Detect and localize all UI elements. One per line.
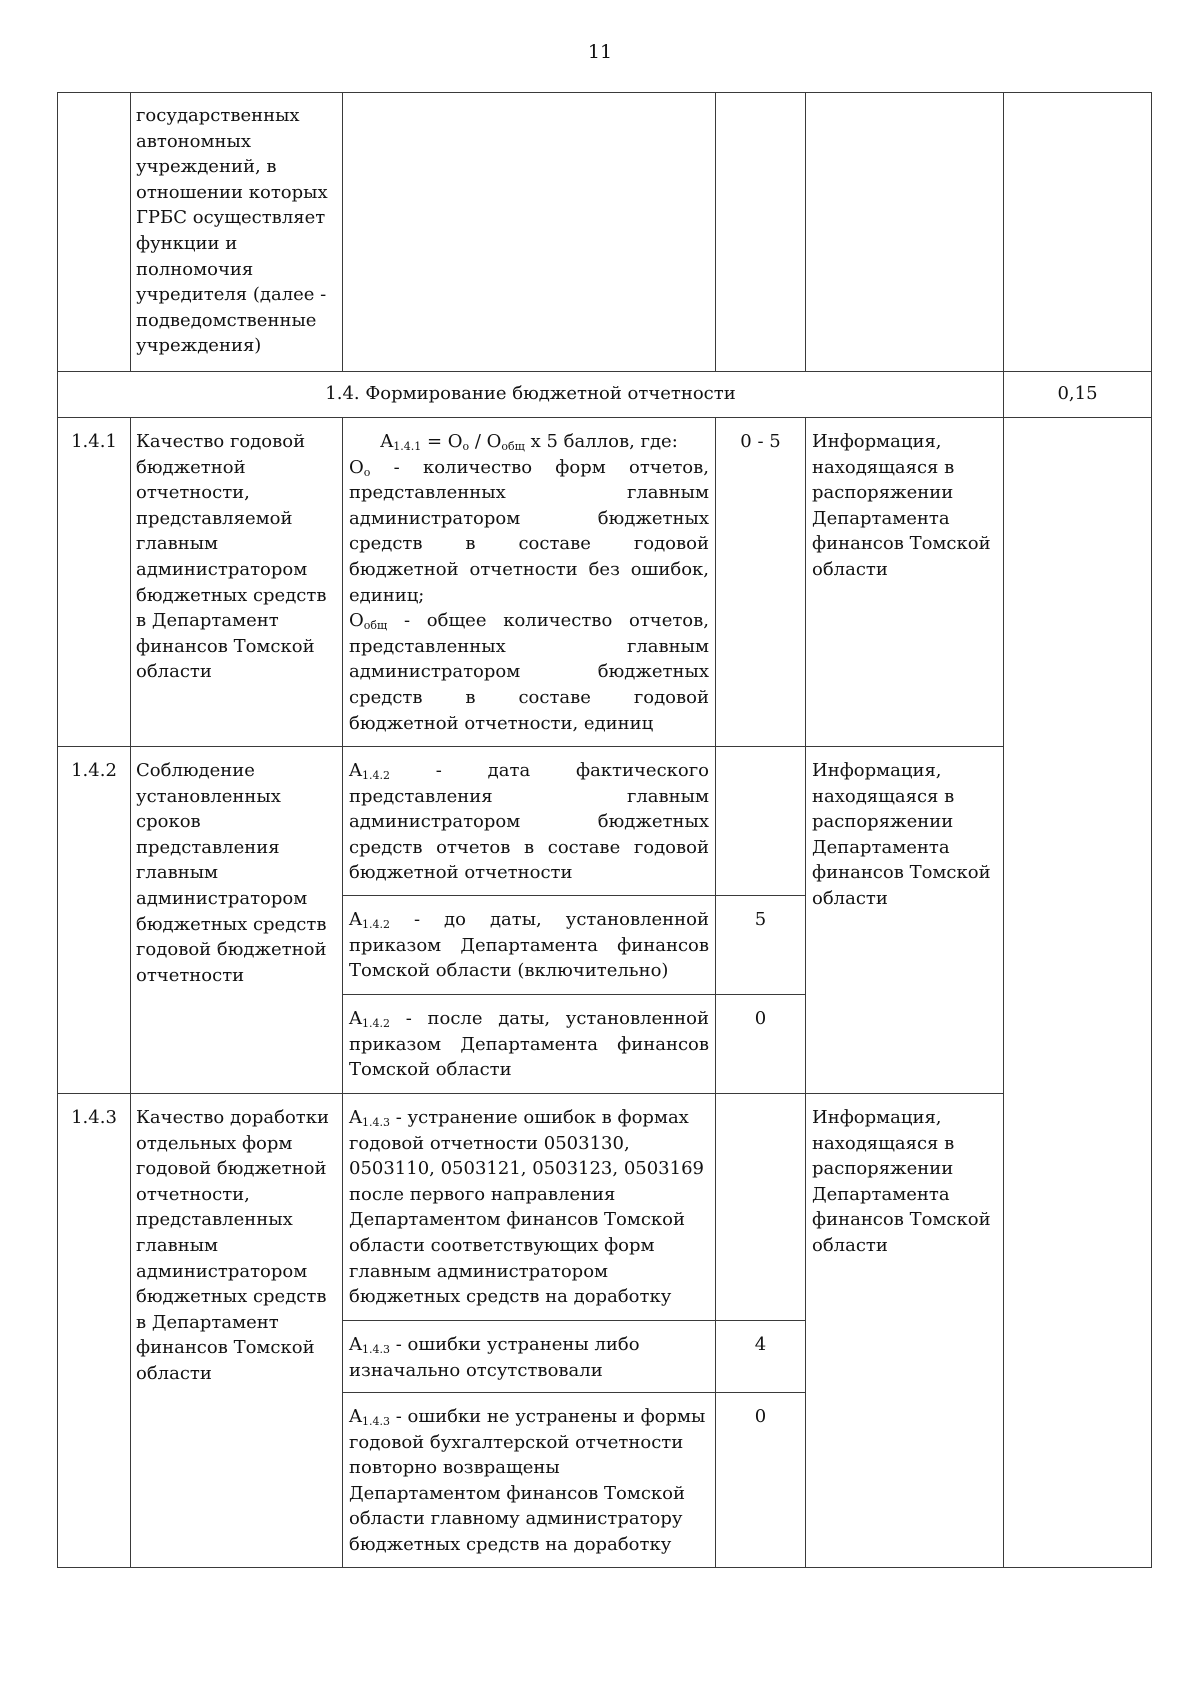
section-title: 1.4. Формирование бюджетной отчетности (325, 383, 736, 404)
criterion-line: бюджетной отчетности (349, 862, 573, 884)
row-number: 1.4.3 (71, 1107, 117, 1128)
grid-line (57, 746, 1004, 747)
text-line: годовой бюджетной (136, 939, 327, 961)
text-line: отчетности (136, 964, 245, 986)
text-line: полномочия (136, 258, 254, 280)
text-line: области (812, 558, 888, 580)
text-line: бюджетных средств (136, 584, 327, 606)
sub-row-criterion (349, 1404, 709, 1558)
sub-row-score: 5 (754, 909, 767, 930)
criterion-line: Департаментом финансов Томской (349, 1482, 685, 1504)
row-name (136, 758, 336, 988)
grid-line (342, 417, 343, 1568)
criterion-line: Томской области (349, 1059, 512, 1081)
criterion-line: области соответствующих форм (349, 1234, 655, 1256)
text-line: главным (136, 533, 219, 555)
grid-line (1151, 92, 1152, 1568)
grid-line (805, 92, 806, 372)
text-line: бюджетных средств (136, 1286, 327, 1308)
criterion-line: $A_{1.4.3}$ - ошибки не устранены и формы (349, 1406, 706, 1428)
sub-row-criterion (349, 1105, 709, 1310)
formula-line: средств в составе годовой (349, 686, 709, 708)
sub-row-score: 4 (754, 1334, 767, 1355)
text-line: представляемой (136, 507, 293, 529)
sub-row-criterion (349, 1006, 709, 1083)
text-line: отчетности, (136, 482, 250, 504)
text-line: отношении которых (136, 181, 328, 203)
text-line: администратором (136, 887, 308, 909)
text-line: Департамента (812, 836, 950, 858)
text-line: области (136, 1362, 212, 1384)
row-score: 0 - 5 (740, 431, 781, 452)
criterion-line: годовой отчетности 0503130, (349, 1132, 630, 1154)
text-line: Департамента (812, 507, 950, 529)
text-line: области (812, 887, 888, 909)
grid-line (342, 1320, 806, 1321)
criterion-line: $A_{1.4.2}$ - до даты, установленной (349, 909, 709, 931)
criterion-line: 0503110, 0503121, 0503123, 0503169 (349, 1158, 704, 1180)
criterion-line: администратором бюджетных (349, 811, 709, 833)
formula-line: $A_{1.4.1} = O_о / O_{общ}$ x 5 баллов, где: (380, 431, 678, 453)
text-line: бюджетных средств (136, 913, 327, 935)
sub-row-criterion (349, 907, 709, 984)
criterion-line: $A_{1.4.3}$ - устранение ошибок в формах (349, 1107, 689, 1129)
sub-row-criterion (349, 758, 709, 886)
text-line: функции и (136, 232, 238, 254)
criterion-line: повторно возвращены (349, 1457, 560, 1479)
text-line: главным (136, 862, 219, 884)
formula-line: $O_{общ}$ - общее количество отчетов, (349, 610, 709, 633)
text-line: области (136, 661, 212, 683)
text-line: распоряжении (812, 1158, 954, 1180)
text-line: учредителя (далее - (136, 284, 327, 306)
text-line: финансов Томской (812, 533, 991, 555)
grid-line (57, 1093, 1004, 1094)
criterion-line: приказом Департамента финансов (349, 934, 709, 956)
formula-line: представленных главным (349, 635, 709, 657)
text-line: отдельных форм (136, 1132, 293, 1154)
text-line: установленных (136, 785, 281, 807)
criterion-line: после первого направления (349, 1183, 616, 1205)
text-line: подведомственные (136, 309, 317, 331)
criterion-line: изначально отсутствовали (349, 1359, 603, 1381)
criterion-line: $A_{1.4.2}$ - после даты, установленной (349, 1008, 709, 1030)
text-line: в Департамент (136, 1311, 279, 1333)
grid-line (715, 92, 716, 372)
text-line: финансов Томской (136, 1337, 315, 1359)
text-line: Информация, (812, 431, 942, 452)
grid-line (57, 1567, 1152, 1568)
text-line: Департамента (812, 1183, 950, 1205)
text-line: распоряжении (812, 811, 954, 833)
text-line: главным (136, 1234, 219, 1256)
text-line: Информация, (812, 760, 942, 781)
grid-line (57, 371, 1152, 372)
criterion-line: $A_{1.4.3}$ - ошибки устранены либо (349, 1334, 640, 1356)
text-line: в Департамент (136, 610, 279, 632)
text-line: государственных (136, 105, 300, 126)
row-formula (349, 429, 709, 736)
sub-row-criterion (349, 1332, 709, 1383)
grid-line (342, 994, 806, 995)
criterion-line: представления главным (349, 785, 709, 807)
criterion-line: главным администратором (349, 1260, 609, 1282)
text-line: распоряжении (812, 482, 954, 504)
text-line: учреждения) (136, 335, 262, 357)
criterion-line: средств отчетов в составе годовой (349, 836, 709, 858)
text-line: ГРБС осуществляет (136, 207, 326, 229)
text-line: находящаяся в (812, 456, 955, 478)
text-line: Качество годовой (136, 431, 306, 452)
text-line: отчетности, (136, 1183, 250, 1205)
section-weight: 0,15 (1057, 383, 1098, 404)
criterion-line: Департаментом финансов Томской (349, 1209, 685, 1231)
text-line: бюджетной (136, 456, 246, 478)
grid-line (57, 417, 1152, 418)
text-line: находящаяся в (812, 1132, 955, 1154)
grid-line (805, 417, 806, 1568)
page-number: 11 (587, 41, 613, 63)
grid-line (342, 92, 343, 372)
text-line: области (812, 1234, 888, 1256)
criterion-line: приказом Департамента финансов (349, 1033, 709, 1055)
text-line: представления (136, 836, 280, 858)
text-line: годовой бюджетной (136, 1158, 327, 1180)
text-line: администратором (136, 1260, 308, 1282)
formula-line: бюджетной отчетности, единиц (349, 712, 654, 734)
top-row-name (136, 103, 336, 359)
text-line: Информация, (812, 1107, 942, 1128)
text-line: финансов Томской (812, 1209, 991, 1231)
grid-line (57, 92, 58, 1568)
row-source (812, 758, 1000, 912)
text-line: автономных (136, 130, 251, 152)
row-name (136, 429, 336, 685)
sub-row-score: 0 (754, 1008, 767, 1029)
formula-line: администратором бюджетных (349, 507, 709, 529)
formula-line: представленных главным (349, 482, 709, 504)
criterion-line: области главному администратору (349, 1508, 683, 1530)
criterion-line: бюджетных средств на доработку (349, 1533, 672, 1555)
text-line: представленных (136, 1209, 293, 1231)
text-line: финансов Томской (812, 862, 991, 884)
text-line: сроков (136, 811, 201, 833)
text-line: учреждений, в (136, 156, 277, 178)
grid-line (715, 417, 716, 1568)
row-number: 1.4.2 (71, 760, 117, 781)
text-line: Качество доработки (136, 1107, 329, 1128)
formula-line: администратором бюджетных (349, 661, 709, 683)
text-line: администратором (136, 558, 308, 580)
criterion-line: бюджетных средств на доработку (349, 1286, 672, 1308)
grid-line (57, 92, 1152, 93)
grid-line (130, 417, 131, 1568)
criterion-line: Томской области (включительно) (349, 960, 669, 982)
formula-line: $O_о$ - количество форм отчетов, (349, 456, 709, 479)
formula-line: средств в составе годовой (349, 533, 709, 555)
text-line: Соблюдение (136, 760, 255, 781)
row-source (812, 1105, 1000, 1259)
sub-row-score: 0 (754, 1406, 767, 1427)
grid-line (342, 1392, 806, 1393)
text-line: финансов Томской (136, 635, 315, 657)
text-line: находящаяся в (812, 785, 955, 807)
grid-line (130, 92, 131, 372)
grid-line (342, 895, 806, 896)
formula-line: бюджетной отчетности без ошибок, (349, 558, 709, 580)
criterion-line: $A_{1.4.2}$ - дата фактического (349, 760, 709, 782)
row-name (136, 1105, 336, 1387)
row-source (812, 429, 1000, 583)
grid-line (1003, 92, 1004, 1568)
formula-line: единиц; (349, 584, 425, 606)
row-number: 1.4.1 (71, 431, 117, 452)
criterion-line: годовой бухгалтерской отчетности (349, 1431, 684, 1453)
